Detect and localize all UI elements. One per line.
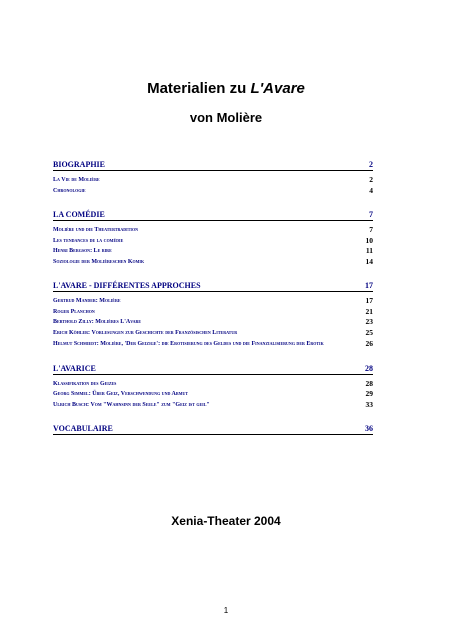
toc-section-biographie <box>53 160 373 196</box>
toc-entry[interactable]: Molière und die Theatertradition 7 <box>53 225 373 234</box>
toc-heading[interactable]: LA COMÉDIE 7 <box>53 210 373 219</box>
table-of-contents <box>53 160 373 435</box>
document-subtitle: von Molière <box>189 110 263 125</box>
toc-entry[interactable]: Georg Simmel: Über Geiz, Verschwendung und Armut 29 <box>53 389 373 398</box>
toc-entry[interactable]: Henri Bergson: Le rire 11 <box>53 246 373 255</box>
toc-entry[interactable]: Erich Köhler: Vorlesungen zur Geschichte der Französischen Literatur 25 <box>53 327 373 337</box>
toc-entry[interactable]: Les tendances de la comédie 10 <box>53 235 373 245</box>
toc-section-avarice <box>53 364 373 411</box>
toc-section-avare <box>53 281 373 350</box>
toc-heading[interactable]: VOCABULAIRE 36 <box>53 424 373 433</box>
title-prefix: Materialien zu <box>147 80 251 97</box>
toc-entry[interactable]: La Vie de Molière 2 <box>53 175 373 184</box>
toc-entry[interactable]: Klassifikation des Geizes 28 <box>53 378 373 388</box>
toc-entry[interactable]: Berthold Zilly: Molières L'Avare 23 <box>53 317 373 326</box>
toc-entry[interactable]: Roger Planchon 21 <box>53 306 373 316</box>
title-italic: L'Avare <box>250 80 305 97</box>
toc-section-comedie <box>53 210 373 267</box>
toc-entry[interactable]: Chronologie 4 <box>53 185 373 195</box>
toc-heading[interactable]: L'AVARE - DIFFÉRENTES APPROCHES 17 <box>53 281 373 290</box>
toc-entry[interactable]: Ulrich Busch: Vom "Wahnsinn der Seele" zum "Geiz ist geil" 33 <box>53 399 373 409</box>
toc-entry[interactable]: Gertrud Mander: Molière 17 <box>53 296 373 305</box>
footer-title: Xenia-Theater 2004 <box>171 514 281 528</box>
toc-heading[interactable]: L'AVARICE 28 <box>53 363 373 373</box>
page-number: 1 <box>223 606 229 615</box>
toc-heading[interactable]: BIOGRAPHIE 2 <box>53 160 373 169</box>
document-title <box>0 80 452 97</box>
toc-entry[interactable]: Helmut Schmiedt: Molière, 'Der Geizige': die Erotisierung des Geldes und die Finanzialisierung der Erotik 26 <box>53 339 373 348</box>
toc-entry[interactable]: Soziologie der Molièreschen Komik 14 <box>53 256 373 266</box>
toc-section-vocabulaire <box>53 424 373 435</box>
